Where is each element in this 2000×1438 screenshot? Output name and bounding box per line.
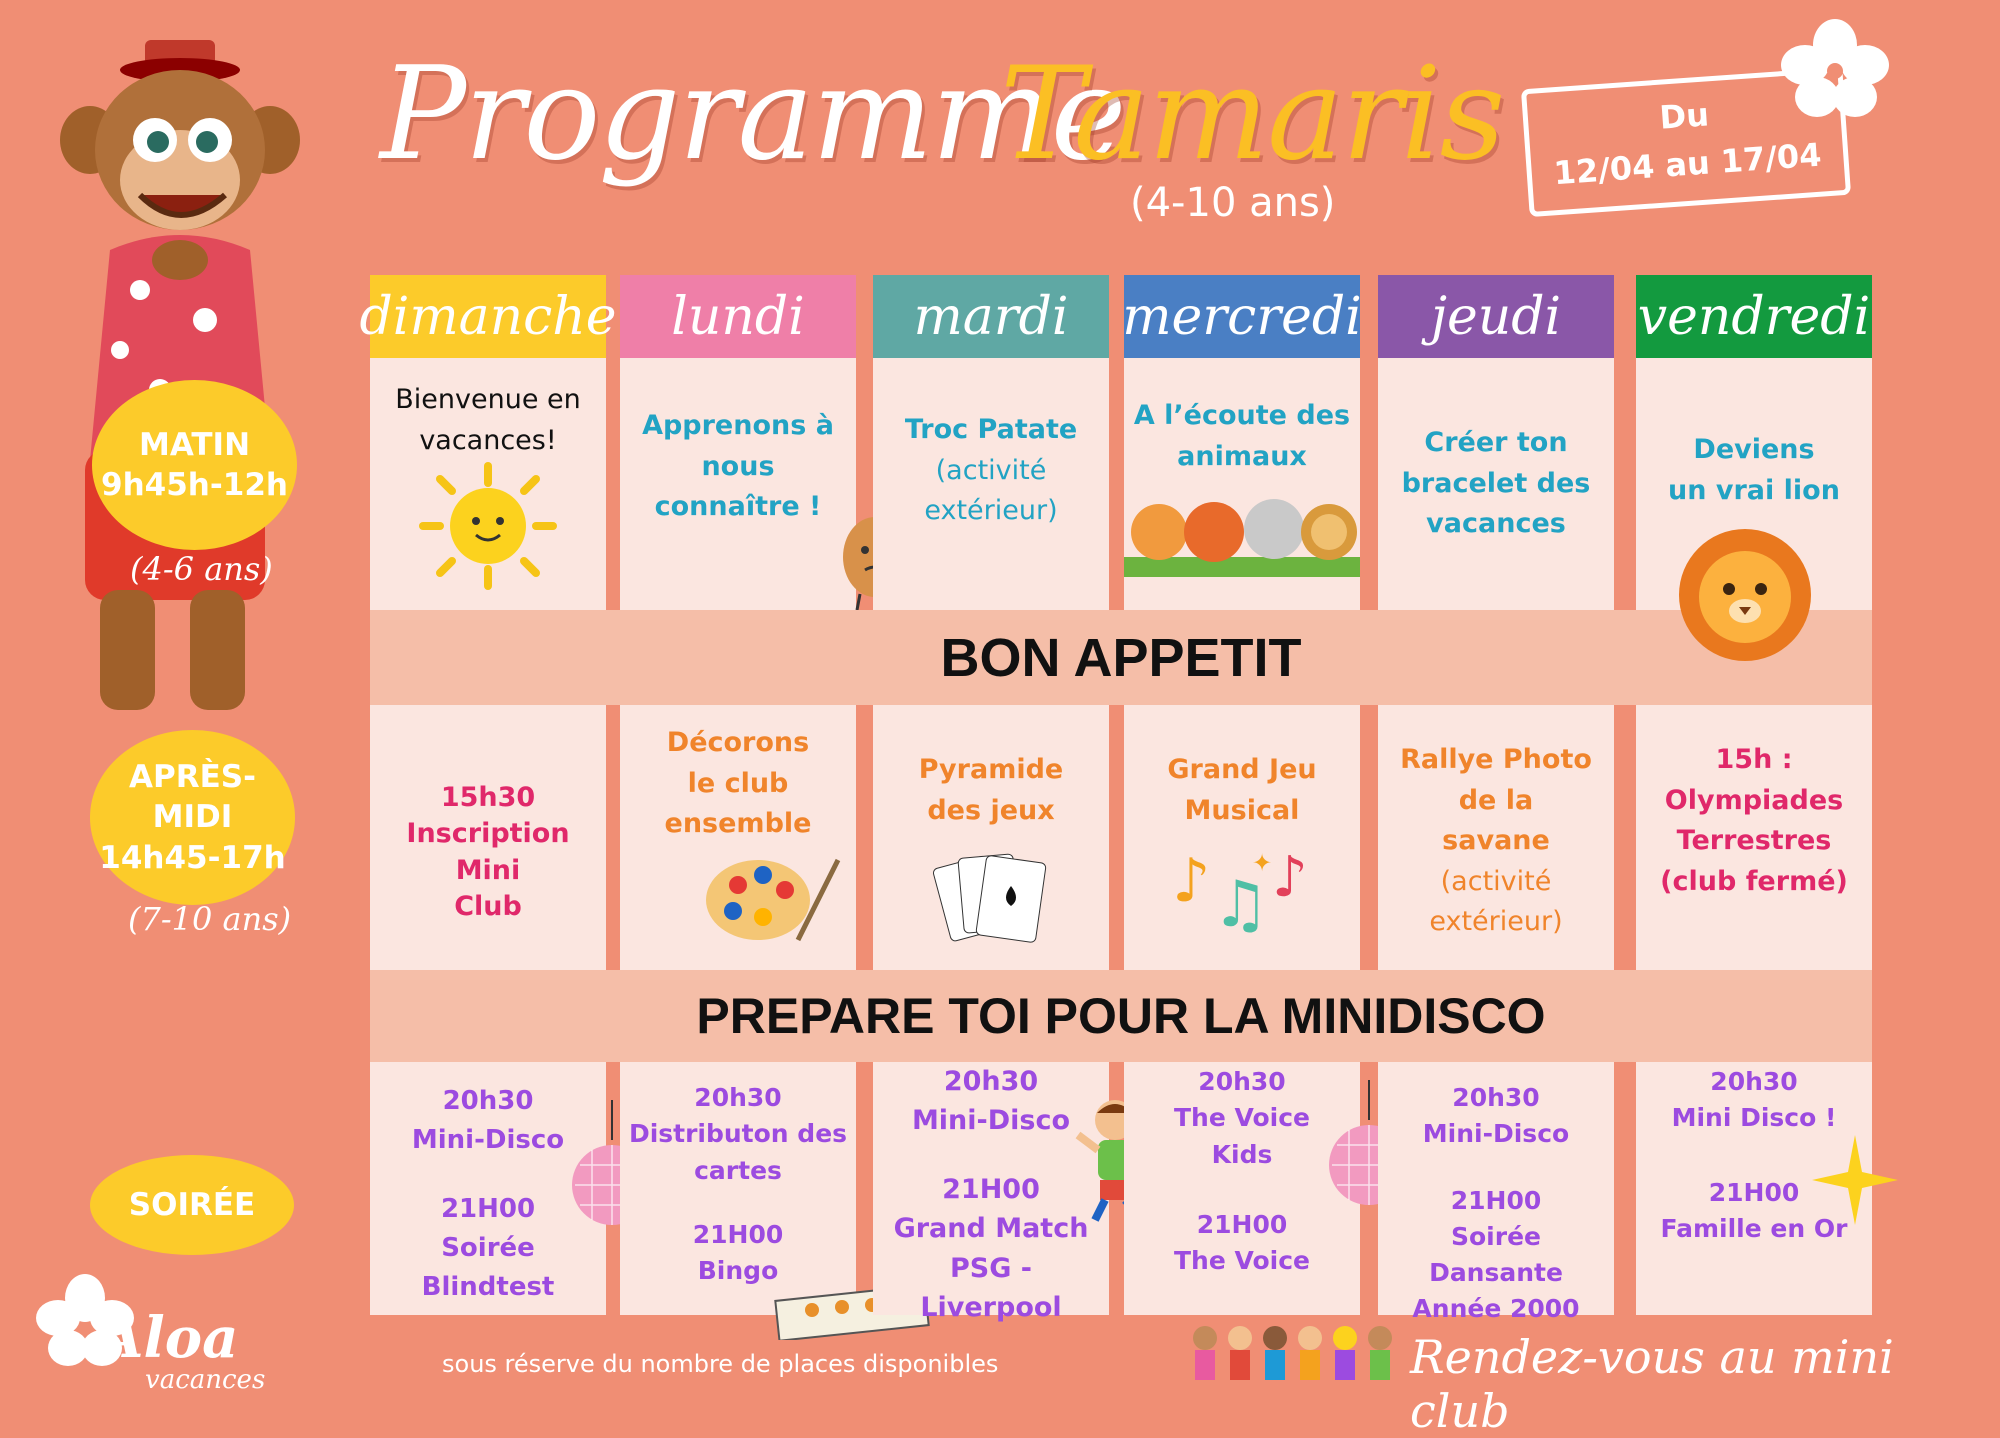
morning-age: (4-6 ans) (130, 550, 273, 588)
minidisco-band: PREPARE TOI POUR LA MINIDISCO (370, 970, 1872, 1062)
cell-line: Deviens (1693, 434, 1815, 465)
paint-palette-icon (703, 845, 843, 945)
cell-line: Inscription Mini (406, 818, 570, 886)
cell-line: 15h30 (440, 782, 536, 813)
cell-line: 20h30 (442, 1086, 534, 1116)
cell-line: (activité (935, 454, 1047, 486)
lion-icon (1665, 525, 1825, 665)
cell-line: Rallye Photo (1400, 744, 1592, 775)
cell-line: savane (1442, 825, 1550, 856)
hibiscus-icon (1775, 15, 1895, 125)
cell-line: 20h30 (943, 1066, 1039, 1097)
day-header-dimanche: dimanche (370, 275, 606, 358)
cell-line: ensemble (664, 808, 812, 839)
cell-line: 21H00 (692, 1219, 784, 1249)
cell-line: nous (701, 450, 775, 482)
afternoon-label-text-1: APRÈS- (129, 759, 256, 796)
morning-cell-mardi (873, 358, 1109, 610)
evening-cell-jeudi (1378, 1062, 1614, 1324)
cell-line: un vrai lion (1668, 474, 1840, 506)
day-header-lundi: lundi (620, 275, 856, 358)
cell-line: cartes (694, 1155, 782, 1185)
svg-text:♫: ♫ (1212, 868, 1270, 941)
evening-cell-lundi (620, 1062, 856, 1315)
svg-text:✦: ✦ (1252, 849, 1273, 877)
monkey-mascot-icon (30, 30, 320, 730)
cell-line: Créer ton (1424, 427, 1568, 458)
afternoon-cell-vendredi (1636, 705, 1872, 970)
cell-line: 20h30 (1452, 1083, 1540, 1112)
disclaimer-note: sous réserve du nombre de places disponibles (442, 1350, 999, 1378)
evening-label-text: SOIRÉE (128, 1186, 256, 1223)
playing-cards-icon (931, 841, 1051, 951)
cell-line: A l’écoute des (1133, 400, 1351, 431)
cell-line: The Voice (1173, 1246, 1310, 1275)
afternoon-label (90, 730, 295, 905)
age-range: (4-10 ans) (1130, 180, 1336, 226)
afternoon-cell-mercredi (1124, 705, 1360, 970)
cell-line: de la (1458, 784, 1534, 816)
title-word-programme: Programme (380, 40, 1125, 189)
cell-line: extérieur) (924, 495, 1058, 526)
cell-line: Musical (1184, 794, 1300, 826)
cell-line: bracelet des (1401, 467, 1591, 499)
cell-line: vacances! (419, 424, 557, 456)
cell-line: (club fermé) (1660, 865, 1848, 897)
cell-line: 21H00 (942, 1174, 1040, 1206)
date-range: 12/04 au 17/04 (1552, 135, 1823, 193)
cell-line: Bienvenue en (395, 384, 581, 415)
logo-sub: vacances (145, 1365, 266, 1395)
cell-line: extérieur) (1429, 906, 1563, 937)
afternoon-cell-jeudi (1378, 705, 1614, 970)
afternoon-cell-lundi (620, 705, 856, 970)
cell-line: Pyramide (918, 754, 1064, 785)
sparkle-icon (1810, 1130, 1900, 1230)
evening-label (90, 1155, 294, 1255)
cell-line: (activité (1440, 865, 1552, 897)
cell-line: Club (454, 891, 522, 923)
cell-line: Apprenons à (642, 410, 834, 441)
morning-cell-dimanche (370, 358, 606, 610)
cell-line: Mini Disco ! (1671, 1103, 1837, 1133)
day-header-mercredi: mercredi (1124, 275, 1360, 358)
cell-line: 20h30 (694, 1083, 782, 1112)
cell-line: 21H00 (440, 1194, 536, 1224)
cell-line: 21H00 (1708, 1177, 1800, 1207)
svg-text:♪: ♪ (1272, 845, 1308, 910)
aloa-logo (30, 1270, 290, 1400)
cell-line: Olympiades (1664, 784, 1844, 816)
cell-line: des jeux (927, 794, 1055, 826)
afternoon-cell-dimanche (370, 705, 606, 970)
cell-line: Bingo (697, 1256, 779, 1285)
cell-line: vacances (1426, 508, 1566, 539)
cell-line: 20h30 (1198, 1067, 1286, 1096)
morning-cell-mercredi (1124, 358, 1360, 610)
cell-line: Année 2000 (1412, 1294, 1580, 1324)
cell-line: 21H00 (1450, 1185, 1542, 1215)
afternoon-cell-mardi (873, 705, 1109, 970)
lunch-band: BON APPETIT (370, 610, 1872, 705)
cell-line: 21H00 (1196, 1209, 1288, 1239)
cell-line: Terrestres (1676, 825, 1832, 856)
cell-line: le club (687, 767, 789, 799)
day-header-jeudi: jeudi (1378, 275, 1614, 358)
cell-line: Famille en Or (1660, 1213, 1848, 1243)
day-column-dimanche (359, 275, 617, 358)
kids-group-icon (1185, 1320, 1395, 1400)
cell-line: Kids (1211, 1139, 1273, 1169)
day-column-jeudi (1378, 275, 1614, 358)
day-column-lundi (620, 275, 856, 358)
morning-cell-lundi (620, 358, 856, 610)
cell-line: Soirée Blindtest (421, 1233, 555, 1302)
afternoon-time: 14h45-17h (99, 839, 286, 876)
cell-line: Mini-Disco (411, 1125, 565, 1155)
logo-name: Aloa (100, 1305, 239, 1371)
cell-line: Mini-Disco (911, 1105, 1071, 1137)
cell-line: Mini-Disco (1422, 1119, 1570, 1149)
morning-label-text: MATIN (138, 426, 251, 463)
day-header-vendredi: vendredi (1636, 275, 1872, 358)
cell-line: Grand Jeu (1167, 754, 1317, 785)
cell-line: Troc Patate (904, 414, 1078, 445)
svg-text:♪: ♪ (1172, 846, 1211, 916)
afternoon-age: (7-10 ans) (128, 900, 292, 938)
cell-line: Distributon des (628, 1119, 848, 1149)
animals-icon (1124, 477, 1360, 577)
cell-line: Décorons (666, 727, 810, 758)
day-column-vendredi (1636, 275, 1872, 358)
meeting-note: Rendez-vous au mini club (1410, 1330, 1894, 1438)
date-du: Du (1658, 95, 1711, 137)
cell-line: 15h : (1715, 744, 1793, 775)
music-notes-icon (1162, 831, 1322, 941)
afternoon-label-text-2: MIDI (152, 799, 233, 836)
cell-line: animaux (1177, 440, 1307, 472)
cell-line: The Voice (1173, 1103, 1310, 1133)
cell-line: 20h30 (1710, 1067, 1798, 1096)
day-column-mercredi (1124, 275, 1360, 358)
day-column-mardi (873, 275, 1109, 358)
morning-label (92, 380, 297, 550)
morning-time: 9h45h-12h (101, 467, 288, 503)
cell-line: PSG - Liverpool (920, 1252, 1062, 1323)
cell-line: connaître ! (654, 491, 822, 522)
title-word-tamaris: Tamaris (1000, 40, 1504, 189)
cell-line: Grand Match (893, 1213, 1089, 1245)
day-header-mardi: mardi (873, 275, 1109, 358)
morning-cell-jeudi (1378, 358, 1614, 610)
sun-icon (418, 461, 558, 591)
cell-line: Soirée Dansante (1429, 1221, 1563, 1287)
